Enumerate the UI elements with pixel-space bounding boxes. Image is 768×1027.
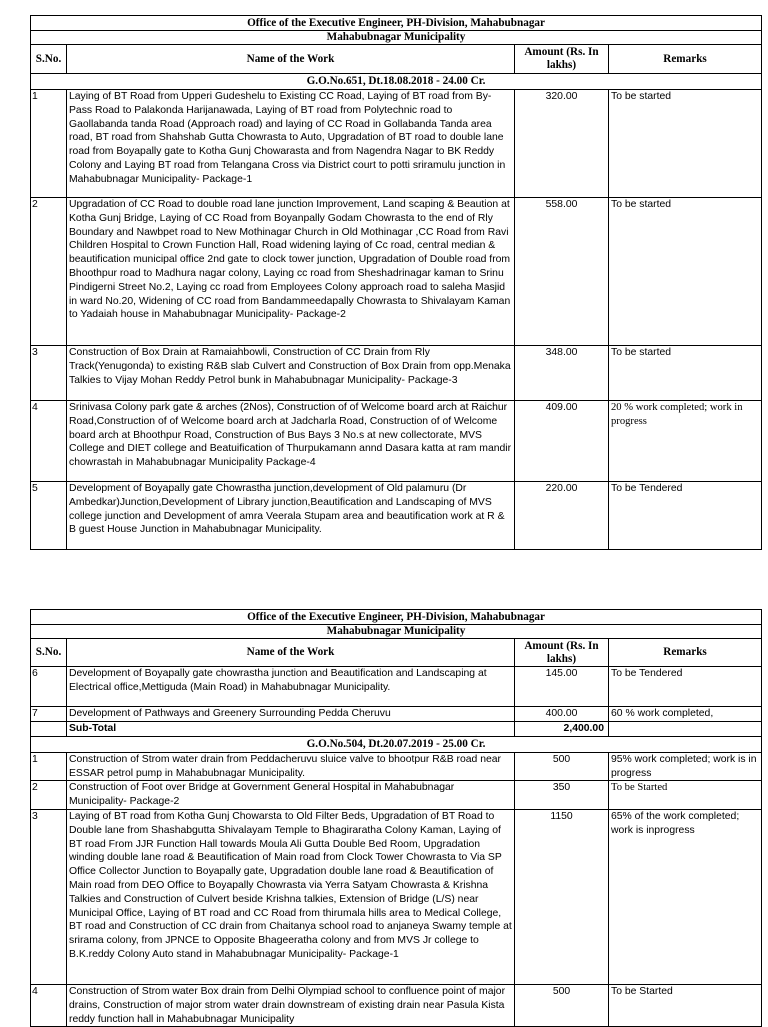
row-remarks: 60 % work completed,	[609, 707, 762, 722]
row-sno: 2	[31, 198, 67, 346]
row-amount: 1150	[515, 809, 609, 984]
row-work-name: Construction of Box Drain at Ramaiahbowli, Construction of CC Drain from Rly Track(Yenugonda) to existing R&B slab Culvert and Construction of Box Drain from opp.Menaka Talkies to Vijay Mohan Reddy Petrol bunk in Mahabubnagar Municipality- Package-3	[67, 346, 515, 401]
row-remarks: 20 % work completed; work in progress	[609, 401, 762, 482]
table-row	[31, 90, 762, 198]
subtotal-value: 2,400.00	[515, 722, 609, 737]
table-row	[31, 482, 762, 550]
header-amount: Amount (Rs. In lakhs)	[515, 45, 609, 74]
table-row	[31, 781, 762, 810]
row-amount: 348.00	[515, 346, 609, 401]
office-title: Office of the Executive Engineer, PH-Division, Mahabubnagar	[31, 16, 762, 31]
municipality-title: Mahabubnagar Municipality	[31, 625, 762, 639]
row-sno: 7	[31, 707, 67, 722]
row-work-name: Construction of Foot over Bridge at Government General Hospital in Mahabubnagar Municipality- Package-2	[67, 781, 515, 810]
header-sno: S.No.	[31, 639, 67, 667]
go-group-header: G.O.No.651, Dt.18.08.2018 - 24.00 Cr.	[31, 74, 762, 90]
row-work-name: Srinivasa Colony park gate & arches (2Nos), Construction of of Welcome board arch at Raichur Road,Construction of of Welcome board arch at Jadcharla Road, Construction of of Welcome board arch at Bhoothpur Road, Construction of Bus Bays 3 No.s at new collectorate, MVS College and DIET college and Beatuification of Thurpukamann annd Dasara katta at ram mandir chowrastah in Mahabubnagar Municipality Package-4	[67, 401, 515, 482]
row-remarks: 65% of the work completed; work is inprogress	[609, 809, 762, 984]
row-amount: 220.00	[515, 482, 609, 550]
office-title: Office of the Executive Engineer, PH-Division, Mahabubnagar	[31, 610, 762, 625]
table-row	[31, 401, 762, 482]
row-work-name: Construction of Strom water Box drain from Delhi Olympiad school to confluence point of major drains, Construction of major strom water drain downstream of existing drain near Pasula Kista reddy function hall in Mahabubnagar Municipality	[67, 984, 515, 1026]
row-remarks: To be started	[609, 90, 762, 198]
row-amount: 500	[515, 984, 609, 1026]
row-remarks: To be Tendered	[609, 482, 762, 550]
table-row	[31, 752, 762, 781]
subtotal-blank	[31, 722, 67, 737]
row-sno: 1	[31, 752, 67, 781]
table-row	[31, 198, 762, 346]
works-table-1	[30, 15, 762, 550]
row-work-name: Construction of Strom water drain from Peddacheruvu sluice valve to bhootpur R&B road near ESSAR petrol pump in Mahabubnagar Municipality.	[67, 752, 515, 781]
row-remarks: To be Started	[609, 781, 762, 810]
row-remarks: 95% work completed; work is in progress	[609, 752, 762, 781]
header-remarks: Remarks	[609, 639, 762, 667]
row-amount: 320.00	[515, 90, 609, 198]
row-amount: 500	[515, 752, 609, 781]
row-work-name: Laying of BT Road from Upperi Gudeshelu to Existing CC Road, Laying of BT road from By-Pass Road to Palakonda Harijanawada, Laying of BT road from Polytechnic road to Gaollabanda tanda Road (Approach road) and laying of CC Road in Gollabanda Tanda area road, BT road from Shahshab Gutta Chowrasta to Auto, Upgradation of BT road to double lane road from Boyapally gate to Kotha Gunj Chowarasta and from Nagendra Nagar to BK Reddy Colony and Laying BT road from Telangana Cross via District court to potti sriramulu junction in Mahabubnagar Municipality- Package-1	[67, 90, 515, 198]
header-sno: S.No.	[31, 45, 67, 74]
row-amount: 145.00	[515, 667, 609, 707]
row-sno: 3	[31, 809, 67, 984]
municipality-title: Mahabubnagar Municipality	[31, 31, 762, 45]
row-remarks: To be started	[609, 198, 762, 346]
row-work-name: Development of Pathways and Greenery Surrounding Pedda Cheruvu	[67, 707, 515, 722]
table-row	[31, 346, 762, 401]
header-amount: Amount (Rs. In lakhs)	[515, 639, 609, 667]
row-sno: 2	[31, 781, 67, 810]
row-sno: 4	[31, 401, 67, 482]
row-remarks: To be started	[609, 346, 762, 401]
header-remarks: Remarks	[609, 45, 762, 74]
row-remarks: To be Tendered	[609, 667, 762, 707]
row-work-name: Development of Boyapally gate Chowrastha junction,development of Old palamuru (Dr Ambedkar)Junction,Development of Library junction,Beautification and Landscaping of MVS college junction and Development of amra Veerala Stupam area and beautification work at R & B guest House Junction in Mahabubnagar Municipality.	[67, 482, 515, 550]
subtotal-row	[31, 722, 762, 737]
header-name: Name of the Work	[67, 639, 515, 667]
header-name: Name of the Work	[67, 45, 515, 74]
table-row	[31, 984, 762, 1026]
row-work-name: Development of Boyapally gate chowrastha junction and Beautification and Landscaping at Electrical office,Mettiguda (Main Road) in Mahabubnagar Municipality.	[67, 667, 515, 707]
row-work-name: Laying of BT road from Kotha Gunj Chowarsta to Old Filter Beds, Upgradation of BT Road to Double lane from Shashabgutta Shivalayam Temple to Bhagiraratha Colony Kaman, Laying of BT road From JJR Function Hall towards Moula Ali Gutta Double Bed Room, Upgradation winding double lane road & Beautification of Main road from Clock Tower Chowrasta to Via SP Office Collector Junction to Boyapally gate, Upgradation double lane road & Beautification of Main road from DEO Office to Boyapally Chowrasta via Yerra Satyam Chowrasta & Krishna Talkies and Construction of Culvert beside Krishna talkies, Extension of Bridge (L/S) near Municipal Office, Laying of BT road and CC Road from thirumala hills area to Medical College, BT road and Construction of CC drain from Chaitanya school road to anjaneya Swamy temple at srirama colony, from JPNCE to Opposite Bhageeratha colony and from MVS Jr college to B.K.reddy Colony Auto stand in Mahabubnagar Municipality- Package-1	[67, 809, 515, 984]
row-sno: 3	[31, 346, 67, 401]
subtotal-label: Sub-Total	[67, 722, 515, 737]
table-row	[31, 707, 762, 722]
row-sno: 6	[31, 667, 67, 707]
row-sno: 4	[31, 984, 67, 1026]
go-group-header: G.O.No.504, Dt.20.07.2019 - 25.00 Cr.	[31, 736, 762, 752]
row-work-name: Upgradation of CC Road to double road lane junction Improvement, Land scaping & Beaution at Kotha Gunj Bridge, Laying of CC Road from Boyanpally Godam Chowrasta to the end of Rly Boundary and Nawbpet road to New Mothinagar Church in Old Mothinagar ,CC Road from Ravi Children Hospital to Crown Function Hall, Road widening laying of Cc road, central median & beautification municipal office 2nd gate to clock tower junction, Upgradation of Double road from Bhoothpur road to Madhura nagar colony, Laying cc road from Sheshadrinagar kaman to Srinu Pindigerni Street No.2, Laying cc road from Employees Colony approach road to saleha Masjid in ward No.20, Widening of CC road from Bandammeedapally Chowrasta to Shivalayam Kaman to Yadaiah house in Mahabubnagar Municipality- Package-2	[67, 198, 515, 346]
table-row	[31, 667, 762, 707]
row-amount: 400.00	[515, 707, 609, 722]
subtotal-remarks-blank	[609, 722, 762, 737]
row-sno: 5	[31, 482, 67, 550]
row-amount: 350	[515, 781, 609, 810]
row-sno: 1	[31, 90, 67, 198]
row-amount: 558.00	[515, 198, 609, 346]
row-amount: 409.00	[515, 401, 609, 482]
works-table-2	[30, 609, 762, 1027]
table-row	[31, 809, 762, 984]
row-remarks: To be Started	[609, 984, 762, 1026]
